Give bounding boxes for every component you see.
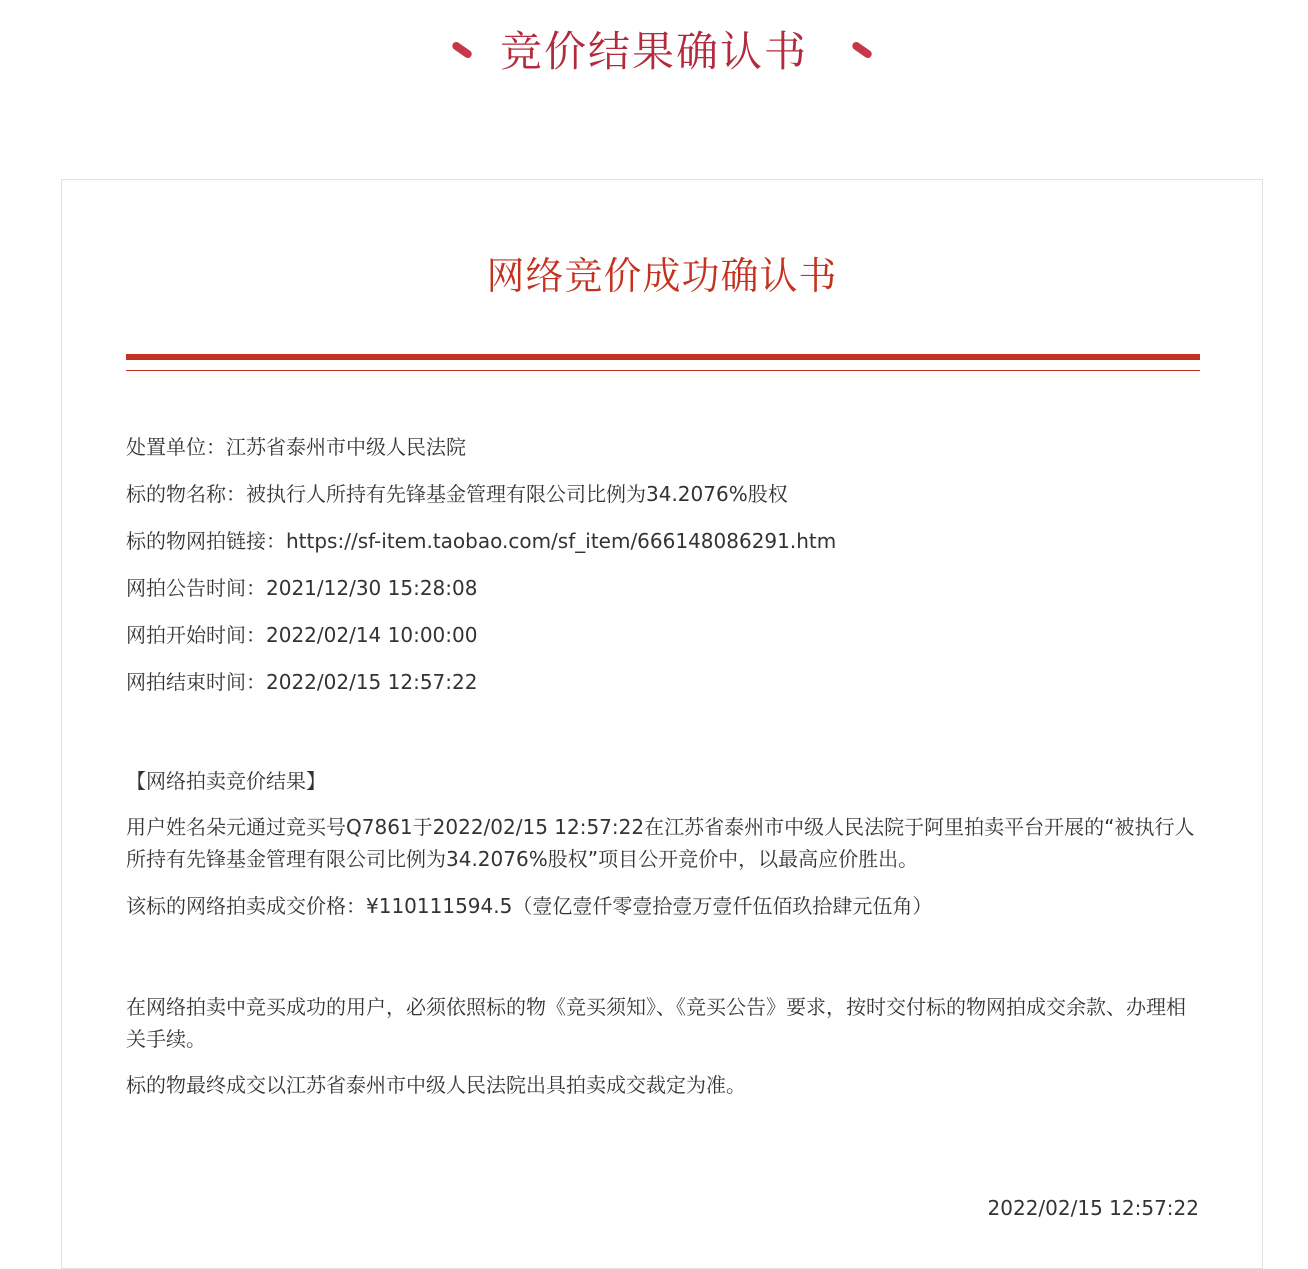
field-label: 网拍开始时间：	[126, 623, 266, 647]
result-paragraph: 用户姓名朵元通过竞买号Q7861于2022/02/15 12:57:22在江苏省泰州市中级人民法院于阿里拍卖平台开展的“被执行人所持有先锋基金管理有限公司比例为34.2076%股权”项目公开竞价中，以最高应价胜出。	[126, 815, 1195, 871]
page-title: 竞价结果确认书	[499, 27, 808, 76]
document-date: 2022/02/15 12:57:22	[987, 1196, 1199, 1220]
confirmation-card	[61, 179, 1263, 1269]
field-value: 被执行人所持有先锋基金管理有限公司比例为34.2076%股权	[246, 482, 788, 506]
page-header	[0, 0, 1308, 100]
price-line	[126, 889, 1200, 936]
field-value: 2022/02/14 10:00:00	[266, 623, 478, 647]
field-label: 标的物名称：	[126, 482, 246, 506]
item-link[interactable]: https://sf-item.taobao.com/sf_item/666148086291.htm	[286, 529, 837, 553]
field-value: 江苏省泰州市中级人民法院	[226, 435, 466, 459]
document-title: 网络竞价成功确认书	[486, 254, 838, 298]
field-item-link	[126, 524, 1200, 571]
title-rule-thick	[126, 354, 1200, 360]
title-rule-thin	[126, 370, 1200, 371]
field-end-time	[126, 665, 1200, 712]
notice-paragraph-2: 标的物最终成交以江苏省泰州市中级人民法院出具拍卖成交裁定为准。	[126, 1073, 746, 1097]
field-start-time	[126, 618, 1200, 665]
price-label: 该标的网络拍卖成交价格：	[126, 894, 366, 918]
field-announcement-time	[126, 571, 1200, 618]
field-item-name	[126, 477, 1200, 524]
field-value: 2022/02/15 12:57:22	[266, 670, 478, 694]
document-body	[126, 430, 1200, 1101]
price-value: ¥110111594.5（壹亿壹仟零壹拾壹万壹仟伍佰玖拾肆元伍角）	[366, 894, 933, 918]
notice-paragraph-1: 在网络拍卖中竞买成功的用户，必须依照标的物《竞买须知》、《竞买公告》要求，按时交付标的物网拍成交余款、办理相关手续。	[126, 995, 1186, 1051]
field-label: 标的物网拍链接：	[126, 529, 286, 553]
field-label: 网拍公告时间：	[126, 576, 266, 600]
result-heading: 【网络拍卖竞价结果】	[126, 769, 326, 793]
field-label: 处置单位：	[126, 435, 226, 459]
field-disposal-unit	[126, 430, 1200, 477]
field-value: 2021/12/30 15:28:08	[266, 576, 478, 600]
field-label: 网拍结束时间：	[126, 670, 266, 694]
